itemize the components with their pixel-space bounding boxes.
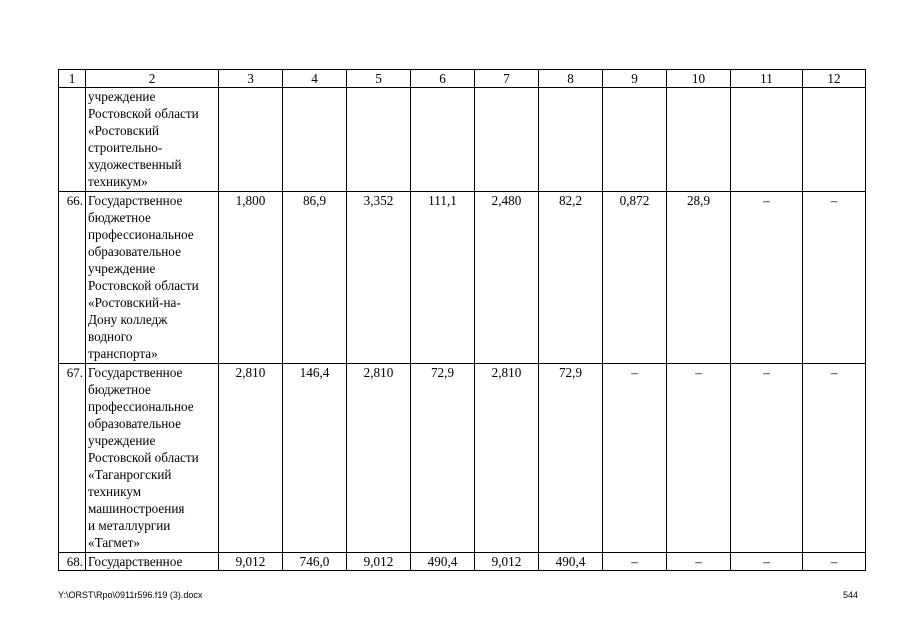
value-cell: – xyxy=(603,363,667,552)
column-header: 4 xyxy=(283,70,347,88)
row-number: 67. xyxy=(59,363,86,552)
column-header: 5 xyxy=(347,70,411,88)
value-cell: 72,9 xyxy=(411,363,475,552)
value-cell: 82,2 xyxy=(539,191,603,363)
header-row xyxy=(59,70,866,88)
column-header: 7 xyxy=(475,70,539,88)
value-cell: – xyxy=(731,552,803,570)
footer-file-path: Y:\ORST\Rpo\0911r596.f19 (3).docx xyxy=(58,590,203,600)
data-table xyxy=(58,69,866,571)
institution-name-line: строительно- xyxy=(88,140,163,156)
value-cell xyxy=(731,88,803,192)
institution-name-line: профессиональное xyxy=(88,226,194,242)
value-cell: 9,012 xyxy=(219,552,283,570)
value-cell: 2,810 xyxy=(475,363,539,552)
value-cell: 3,352 xyxy=(347,191,411,363)
institution-name-line: учреждение xyxy=(88,89,156,104)
table-row xyxy=(59,552,866,570)
value-cell: – xyxy=(731,191,803,363)
institution-name-line: техникум xyxy=(88,484,142,500)
column-header: 9 xyxy=(603,70,667,88)
value-cell: 2,810 xyxy=(219,363,283,552)
value-cell: 1,800 xyxy=(219,191,283,363)
institution-name xyxy=(86,552,219,570)
institution-name-line: Ростовской области xyxy=(88,278,199,294)
institution-name xyxy=(86,88,219,192)
table-row xyxy=(59,88,866,192)
column-header: 1 xyxy=(59,70,86,88)
value-cell: 111,1 xyxy=(411,191,475,363)
value-cell: 490,4 xyxy=(539,552,603,570)
value-cell: 9,012 xyxy=(475,552,539,570)
column-header: 11 xyxy=(731,70,803,88)
institution-name-line: учреждение xyxy=(88,432,156,448)
column-header: 2 xyxy=(86,70,219,88)
institution-name-line: бюджетное xyxy=(88,381,151,397)
value-cell: – xyxy=(803,363,866,552)
value-cell: 9,012 xyxy=(347,552,411,570)
institution-name-line: Государственное xyxy=(88,364,183,380)
institution-name-line: техникум» xyxy=(88,174,148,190)
institution-name xyxy=(86,363,219,552)
institution-name-line: Государственное xyxy=(88,192,183,208)
row-number xyxy=(59,88,86,192)
column-header: 6 xyxy=(411,70,475,88)
value-cell: – xyxy=(667,363,731,552)
institution-name xyxy=(86,191,219,363)
institution-name-line: «Тагмет» xyxy=(88,535,140,551)
value-cell: – xyxy=(803,191,866,363)
institution-name-line: машиностроения xyxy=(88,501,185,517)
value-cell: – xyxy=(803,552,866,570)
value-cell: 490,4 xyxy=(411,552,475,570)
value-cell: – xyxy=(731,363,803,552)
institution-name-line: «Ростовский xyxy=(88,123,160,139)
value-cell xyxy=(475,88,539,192)
institution-name-line: образовательное xyxy=(88,415,181,431)
value-cell xyxy=(283,88,347,192)
value-cell: 28,9 xyxy=(667,191,731,363)
institution-name-line: учреждение xyxy=(88,260,156,276)
institution-name-line: художественный xyxy=(88,157,182,173)
value-cell: 146,4 xyxy=(283,363,347,552)
value-cell xyxy=(803,88,866,192)
institution-name-line: Дону колледж xyxy=(88,312,168,328)
value-cell xyxy=(411,88,475,192)
value-cell: 72,9 xyxy=(539,363,603,552)
institution-name-line: водного xyxy=(88,329,133,345)
value-cell xyxy=(347,88,411,192)
value-cell xyxy=(539,88,603,192)
table-row xyxy=(59,363,866,552)
value-cell: – xyxy=(603,552,667,570)
value-cell: – xyxy=(667,552,731,570)
column-header: 3 xyxy=(219,70,283,88)
institution-name-line: Государственное xyxy=(88,553,183,569)
value-cell: 746,0 xyxy=(283,552,347,570)
column-header: 10 xyxy=(667,70,731,88)
value-cell: 2,480 xyxy=(475,191,539,363)
institution-name-line: Ростовской области xyxy=(88,106,199,122)
column-header: 8 xyxy=(539,70,603,88)
value-cell xyxy=(667,88,731,192)
institution-name-line: образовательное xyxy=(88,243,181,259)
institution-name-line: транспорта» xyxy=(88,346,158,362)
value-cell: 2,810 xyxy=(347,363,411,552)
value-cell xyxy=(219,88,283,192)
value-cell xyxy=(603,88,667,192)
row-number: 68. xyxy=(59,552,86,570)
institution-name-line: «Ростовский-на- xyxy=(88,295,181,311)
value-cell: 0,872 xyxy=(603,191,667,363)
institution-name-line: профессиональное xyxy=(88,398,194,414)
institution-name-line: бюджетное xyxy=(88,209,151,225)
table-row xyxy=(59,191,866,363)
institution-name-line: Ростовской области xyxy=(88,449,199,465)
row-number: 66. xyxy=(59,191,86,363)
column-header: 12 xyxy=(803,70,866,88)
institution-name-line: «Таганрогский xyxy=(88,467,172,483)
value-cell: 86,9 xyxy=(283,191,347,363)
institution-name-line: и металлургии xyxy=(88,518,171,534)
footer-page-number: 544 xyxy=(842,590,858,600)
